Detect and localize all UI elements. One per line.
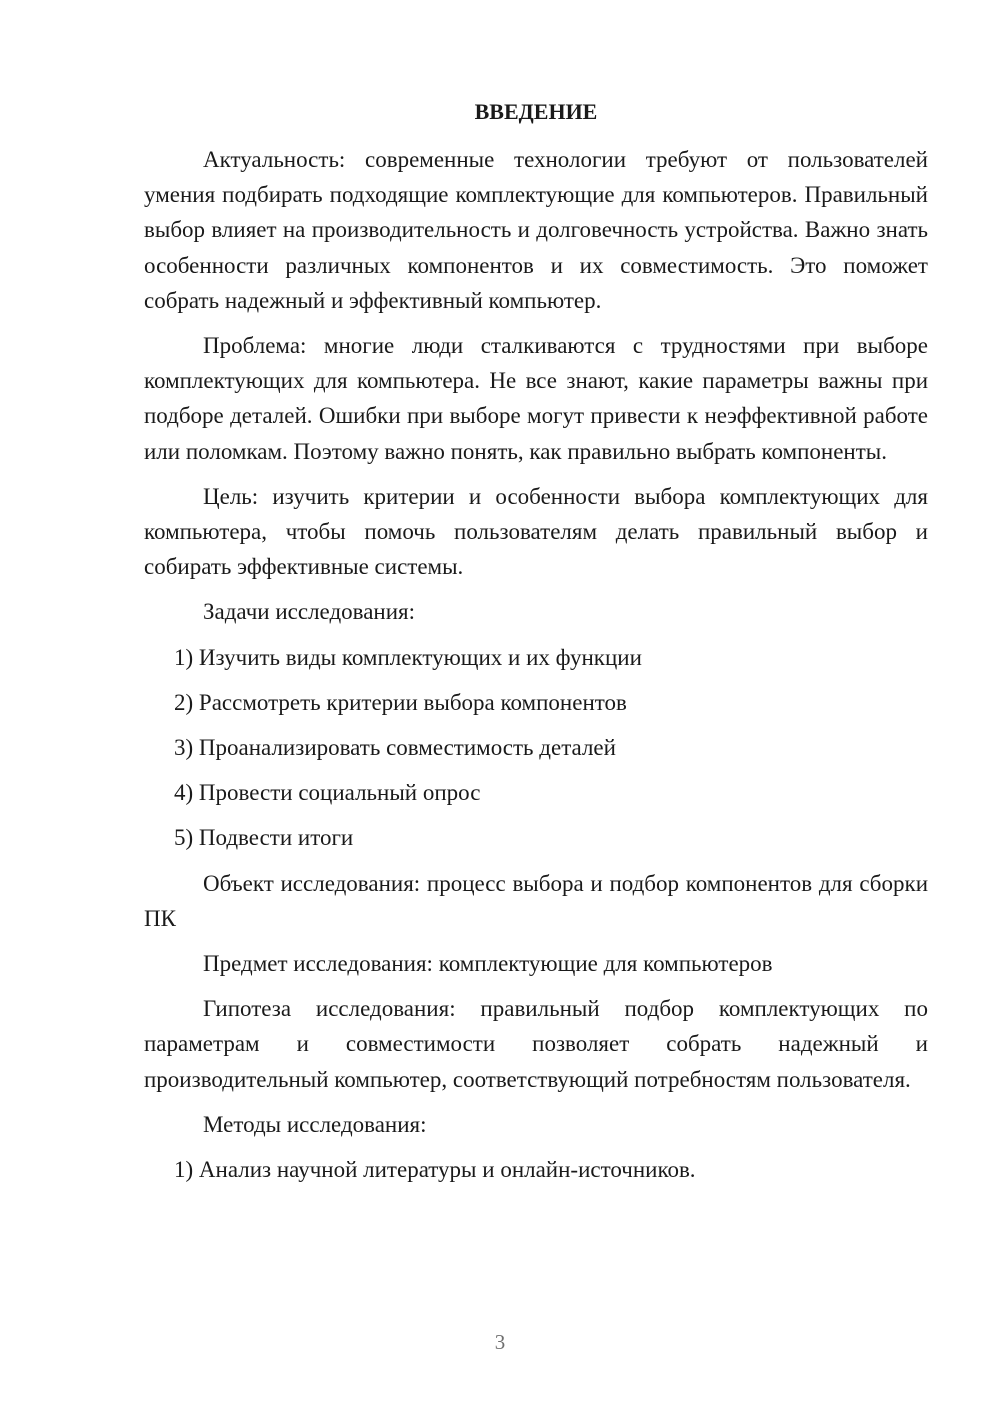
list-item: 4) Провести социальный опрос bbox=[174, 780, 481, 806]
page-number: 3 bbox=[494, 1330, 506, 1354]
tasks-heading: Задачи исследования: bbox=[203, 599, 416, 625]
methods-list bbox=[144, 1152, 928, 1187]
page-content bbox=[144, 94, 928, 1197]
problem-paragraph: Проблема: многие люди сталкиваются с трудностями при выборе комплектующих для компьютера. Не все знают, какие параметры важны при подборе деталей. Ошибки при выборе могут привести к неэффективной работе или поломкам. Поэтому важно понять, как правильно выбрать компоненты. bbox=[144, 333, 928, 464]
methods-heading: Методы исследования: bbox=[203, 1111, 427, 1137]
list-item: 1) Анализ научной литературы и онлайн-источников. bbox=[174, 1157, 696, 1183]
list-item: 3) Проанализировать совместимость деталей bbox=[174, 735, 616, 761]
list-item: 1) Изучить виды комплектующих и их функции bbox=[174, 644, 642, 670]
object-paragraph: Объект исследования: процесс выбора и подбор компонентов для сборки ПК bbox=[144, 870, 928, 931]
list-item: 5) Подвести итоги bbox=[174, 825, 354, 851]
section-title: ВВЕДЕНИЕ bbox=[474, 99, 598, 124]
subject-paragraph: Предмет исследования: комплектующие для компьютеров bbox=[203, 951, 773, 977]
goal-paragraph: Цель: изучить критерии и особенности выбора комплектующих для компьютера, чтобы помочь пользователям делать правильный выбор и собирать эффективные системы. bbox=[144, 483, 928, 580]
tasks-list bbox=[144, 640, 928, 856]
hypothesis-paragraph: Гипотеза исследования: правильный подбор комплектующих по параметрам и совместимости позволяет собрать надежный и производительный компьютер, соответствующий потребностям пользователя. bbox=[144, 996, 928, 1092]
list-item: 2) Рассмотреть критерии выбора компонентов bbox=[174, 689, 627, 715]
relevance-paragraph: Актуальность: современные технологии требуют от пользователей умения подбирать подходящие комплектующие для компьютеров. Правильный выбор влияет на производительность и долговечность устройства. Важно знать особенности различных компонентов и их совместимость. Это поможет собрать надежный и эффективный компьютер. bbox=[144, 147, 928, 313]
